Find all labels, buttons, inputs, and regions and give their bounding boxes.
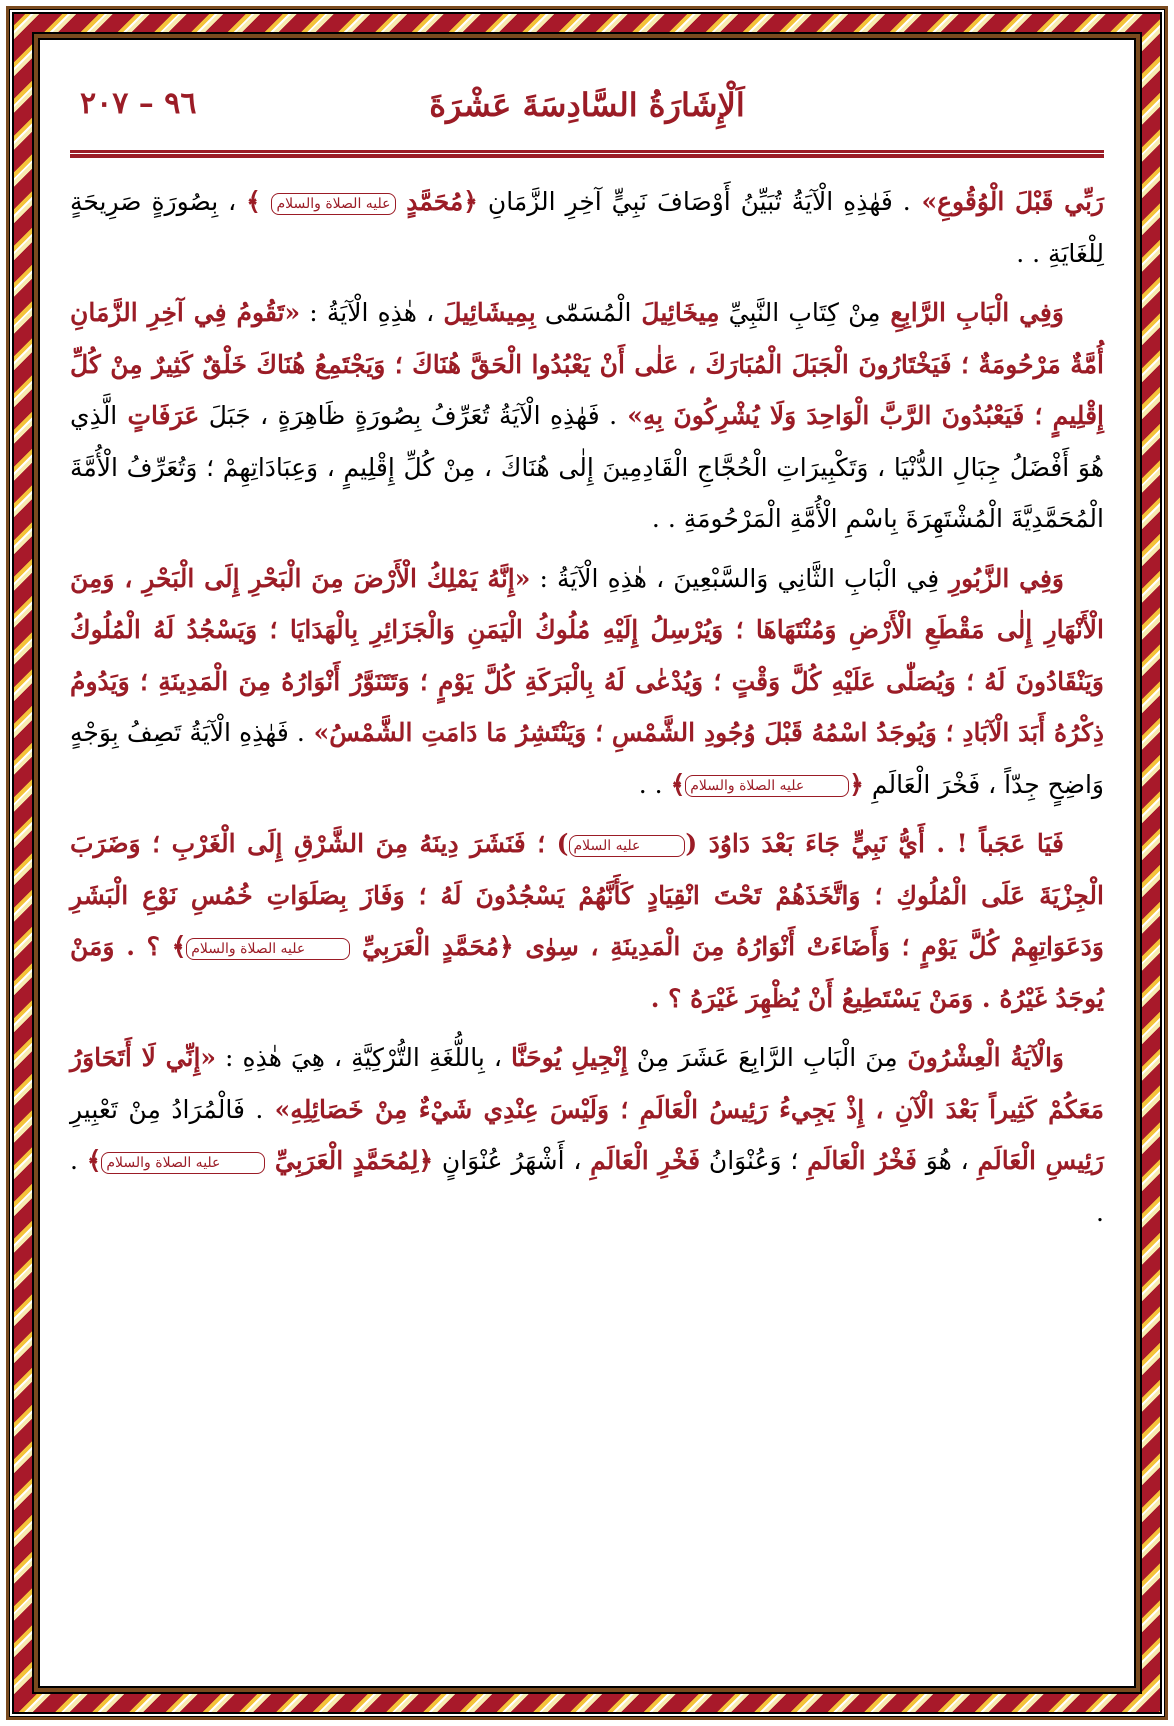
quoted-text: ﴾ ؟ . وَمَنْ يُوجَدُ غَيْرُهُ . وَمَنْ يَسْتَطِيعُ أَنْ يُظْهِرَ غَيْرَهُ ؟ . xyxy=(70,932,1104,1013)
body-span: . . xyxy=(638,769,671,799)
honorific-glyph: عليه السلام xyxy=(569,835,686,857)
body-span: ، هٰذِهِ الْآيَةُ : xyxy=(300,298,444,327)
paragraph xyxy=(70,553,1104,811)
body-span: مِنْ كِتَابِ النَّبِيِّ xyxy=(719,298,881,327)
body-span: . . xyxy=(70,1146,1104,1227)
header-divider xyxy=(70,150,1104,158)
quoted-text: «تَقُومُ فِي آخِرِ الزَّمَانِ أُمَّةٌ مَرْحُومَةٌ ؛ فَيَخْتَارُونَ الْجَبَلَ الْمُبَارَكَ ، عَلٰى أَنْ يَعْبُدُوا الْحَقَّ هُنَاكَ ؛ وَيَجْتَمِعُ هُنَاكَ خَلْقٌ كَثِيرٌ مِنْ كُلِّ إِقْلِيمٍ ؛ فَيَعْبُدُونَ الرَّبَّ الْوَاحِدَ وَلَا يُشْرِكُونَ بِهِ» xyxy=(70,298,1104,430)
quoted-text: «إِنِّي لَا أَتَحَاوَرُ مَعَكُمْ كَثِيراً بَعْدَ الْآنِ ، إِذْ يَجِيءُ رَئِيسُ الْعَالَمِ ؛ وَلَيْسَ عِنْدِي شَيْءٌ مِنْ خَصَائِلِهِ» xyxy=(70,1043,1105,1124)
quoted-text: رَبِّي قَبْلَ الْوُقُوعِ» xyxy=(910,187,1105,216)
quoted-text: رَئِيسِ الْعَالَمِ xyxy=(977,1146,1104,1175)
body-span: ، هُوَ xyxy=(916,1146,978,1175)
quoted-text: مِيخَائِيلَ xyxy=(631,298,720,327)
body-span: . فَهٰذِهِ الْآيَةُ تَصِفُ بِوَجْهٍ وَاضِحٍ جِدّاً ، فَخْرَ الْعَالَمِ xyxy=(70,718,1104,799)
quoted-text: بِمِيشَائِيلَ xyxy=(443,298,536,327)
quoted-text: عَرَفَاتٍ xyxy=(117,401,200,430)
body-span: ، بِصُورَةٍ صَرِيحَةٍ لِلْغَايَةِ . . xyxy=(70,187,1104,268)
quoted-text: وَالْآيَةُ الْعِشْرُونَ xyxy=(897,1043,1064,1072)
body-span: . فَهٰذِهِ الْآيَةُ تُبَيِّنُ أَوْصَافَ نَبِيٍّ آخِرِ الزَّمَانِ xyxy=(477,187,911,216)
paragraph xyxy=(70,176,1104,279)
quoted-text: ﴿ xyxy=(849,769,864,799)
chapter-title: اَلْإِشَارَةُ السَّادِسَةَ عَشْرَةَ xyxy=(429,86,745,124)
quoted-text: «إِنَّهُ يَمْلِكُ الْأَرْضَ مِنَ الْبَحْرِ إِلَى الْبَحْرِ ، وَمِنَ الْأَنْهَارِ إِلٰى مَقْطَعِ الْأَرْضِ وَمُنْتَهَاهَا ؛ وَيُرْسِلُ إِلَيْهِ مُلُوكُ الْيَمَنِ وَالْجَزَائِرِ بِالْهَدَايَا ؛ وَيَسْجُدُ لَهُ الْمُلُوكُ وَيَنْقَادُونَ لَهُ ؛ وَيُصَلّٰى عَلَيْهِ كُلَّ وَقْتٍ ؛ وَيُدْعٰى لَهُ بِالْبَرَكَةِ كُلَّ يَوْمٍ ؛ وَتَتَنَوَّرُ أَنْوَارُهُ مِنَ الْمَدِينَةِ ؛ وَيَدُومُ ذِكْرُهُ أَبَدَ الْآبَادِ ؛ وَيُوجَدُ اسْمُهُ قَبْلَ وُجُودِ الشَّمْسِ ؛ وَيَنْتَشِرُ مَا دَامَتِ الشَّمْسُ» xyxy=(70,563,1104,747)
honorific-glyph: عليه الصلاة والسلام xyxy=(101,1152,265,1174)
page-content xyxy=(46,46,1128,1680)
quoted-text: ﴾ xyxy=(86,1146,102,1175)
page-header xyxy=(70,86,1104,150)
page-range: ٩٦ – ٢٠٧ xyxy=(80,86,197,121)
quoted-text: ﴾ xyxy=(246,187,272,216)
paragraph xyxy=(70,287,1104,545)
quoted-text: وَفِي الْبَابِ الرَّابِعِ xyxy=(880,298,1064,327)
quoted-text: وَفِي الزَّبُورِ xyxy=(939,563,1064,593)
quoted-text: فَخْرِ الْعَالَمِ xyxy=(590,1146,701,1175)
quoted-text: إِنْجِيلِ يُوحَنَّا xyxy=(510,1043,628,1072)
quoted-text: فَيَا عَجَباً ! . أَيُّ نَبِيٍّ جَاءَ بَعْدَ دَاوُدَ ( xyxy=(685,829,1064,858)
body-span: . فَهٰذِهِ الْآيَةُ تُعَرِّفُ بِصُورَةٍ ظَاهِرَةٍ ، جَبَلَ xyxy=(199,401,618,430)
body-text xyxy=(70,176,1104,1246)
quoted-text: ﴿مُحَمَّدٍ xyxy=(395,187,478,216)
body-span: ، أَشْهَرُ عُنْوَانٍ xyxy=(433,1146,591,1175)
body-span: فِي الْبَابِ الثَّانِي وَالسَّبْعِينَ ، هٰذِهِ الْآيَةُ : xyxy=(530,563,940,593)
honorific-glyph: عليه الصلاة والسلام xyxy=(186,938,350,960)
quoted-text: فَخْرُ الْعَالَمِ xyxy=(807,1146,917,1175)
body-span: ؛ وَعُنْوَانُ xyxy=(700,1146,808,1175)
paragraph xyxy=(70,1032,1104,1238)
quoted-text: ﴿لِمُحَمَّدٍ الْعَرَبِيِّ xyxy=(265,1146,434,1175)
body-span: . فَالْمُرَادُ مِنْ تَعْبِيرِ xyxy=(70,1094,264,1124)
honorific-glyph: عليه الصلاة والسلام xyxy=(685,775,849,797)
body-span: الَّذِي هُوَ أَفْضَلُ جِبَالِ الدُّنْيَا ، وَتَكْبِيرَاتِ الْحُجَّاجِ الْقَادِمِينَ إِلٰى هُنَاكَ ، مِنْ كُلِّ إِقْلِيمٍ ، وَعِبَادَاتِهِمْ ؛ وَتُعَرِّفُ الْأُمَّةَ الْمُحَمَّدِيَّةَ الْمُشْتَهِرَةَ بِاسْمِ الْأُمَّةِ الْمَرْحُومَةِ . . xyxy=(70,401,1104,533)
quoted-text: ) ؛ فَنَشَرَ دِينَهُ مِنَ الشَّرْقِ إِلَى الْغَرْبِ ؛ وَضَرَبَ الْجِزْيَةَ عَلَى الْمُلُوكِ ؛ وَاتَّخَذَهُمْ تَحْتَ انْقِيَادٍ كَأَنَّهُمْ يَسْجُدُونَ لَهُ ؛ وَفَازَ بِصَلَوَاتِ خُمُسِ نَوْعِ الْبَشَرِ وَدَعَوَاتِهِمْ كُلَّ يَوْمٍ ؛ وَأَضَاءَتْ أَنْوَارُهُ مِنَ الْمَدِينَةِ ، سِوٰى ﴿مُحَمَّدٍ الْعَرَبِيِّ xyxy=(70,829,1104,961)
honorific-glyph: عليه الصلاة والسلام xyxy=(271,193,395,215)
body-span: ، بِاللُّغَةِ التُّرْكِيَّةِ ، هِيَ هٰذِهِ : xyxy=(216,1043,511,1072)
body-span: مِنَ الْبَابِ الرَّابِعَ عَشَرَ مِنْ xyxy=(627,1043,898,1072)
body-span: الْمُسَمّٰى xyxy=(535,298,632,327)
paragraph xyxy=(70,818,1104,1024)
quoted-text: ﴾ xyxy=(670,769,686,799)
